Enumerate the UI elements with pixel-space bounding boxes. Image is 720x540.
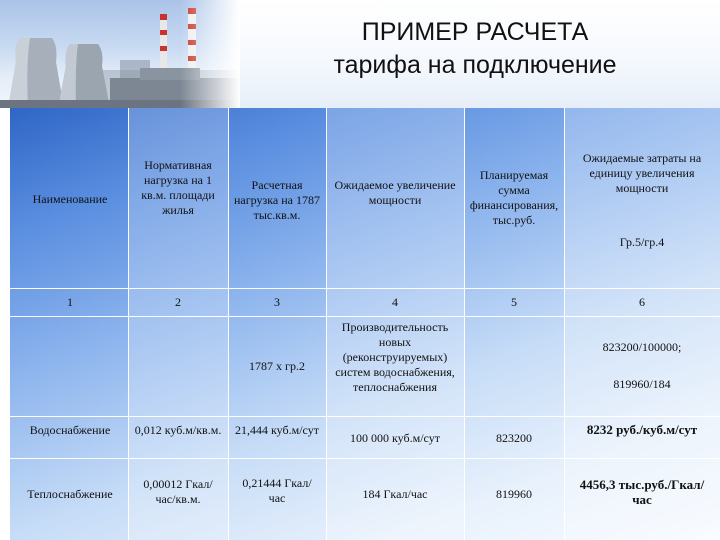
- formula-calc-load: 1787 х гр.2: [249, 359, 305, 373]
- column-number-5: 5: [511, 295, 517, 309]
- row-heat-increase: 184 Гкал/час: [362, 487, 428, 501]
- row-water-name: Водоснабжение: [29, 423, 111, 437]
- header-capacity-increase: Ожидаемое увеличение мощности: [334, 178, 456, 207]
- photo-fade: [180, 0, 240, 108]
- column-number-6: 6: [639, 295, 645, 309]
- header-calc-load: Расчетная нагрузка на 1787 тыс.кв.м.: [234, 178, 320, 222]
- column-number-3: 3: [274, 295, 280, 309]
- row-heat-funding: 819960: [496, 487, 532, 501]
- formula-unit-cost-heat: 819960/184: [613, 377, 671, 391]
- formula-capacity: Производительность новых (реконструируемых) систем водоснабжения, теплоснабжения: [335, 320, 455, 394]
- header-name: Наименование: [32, 192, 108, 206]
- header-unit-cost-note: Гр.5/гр.4: [619, 235, 665, 249]
- slide-header: [0, 0, 720, 108]
- title-line-2: тарифа на подключение: [333, 51, 617, 79]
- grid-hline: [10, 288, 720, 289]
- row-water-funding: 823200: [496, 431, 532, 445]
- grid-hline: [10, 458, 720, 459]
- grid-vline: [464, 108, 465, 540]
- column-number-2: 2: [175, 295, 181, 309]
- row-heat-name: Теплоснабжение: [27, 487, 113, 501]
- row-water-increase: 100 000 куб.м/сут: [350, 431, 440, 445]
- grid-vline: [326, 108, 327, 540]
- row-heat-calc: 0,21444 Гкал/час: [242, 476, 312, 505]
- title-line-1: ПРИМЕР РАСЧЕТА: [361, 18, 589, 46]
- grid-vline: [128, 108, 129, 540]
- column-number-1: 1: [67, 295, 73, 309]
- power-plant-photo: [0, 0, 240, 108]
- header-norm-load: Нормативная нагрузка на 1 кв.м. площади жилья: [141, 158, 215, 217]
- row-water-cost: 8232 руб./куб.м/сут: [586, 422, 698, 437]
- grid-hline: [10, 416, 720, 417]
- header-funding: Планируемая сумма финансирования, тыс.руб.: [469, 168, 559, 227]
- row-water-norm: 0,012 куб.м/кв.м.: [134, 423, 222, 437]
- header-unit-cost: Ожидаемые затраты на единицу увеличения мощности: [582, 151, 702, 195]
- row-heat-norm: 0,00012 Гкал/час/кв.м.: [143, 477, 213, 506]
- grid-vline: [564, 108, 565, 540]
- column-number-4: 4: [392, 295, 398, 309]
- slide-title: [260, 16, 690, 82]
- row-water-calc: 21,444 куб.м/сут: [235, 423, 319, 437]
- grid-vline: [228, 108, 229, 540]
- grid-hline: [10, 316, 720, 317]
- formula-unit-cost-water: 823200/100000;: [602, 340, 682, 354]
- row-heat-cost: 4456,3 тыс.руб./Гкал/час: [579, 477, 705, 507]
